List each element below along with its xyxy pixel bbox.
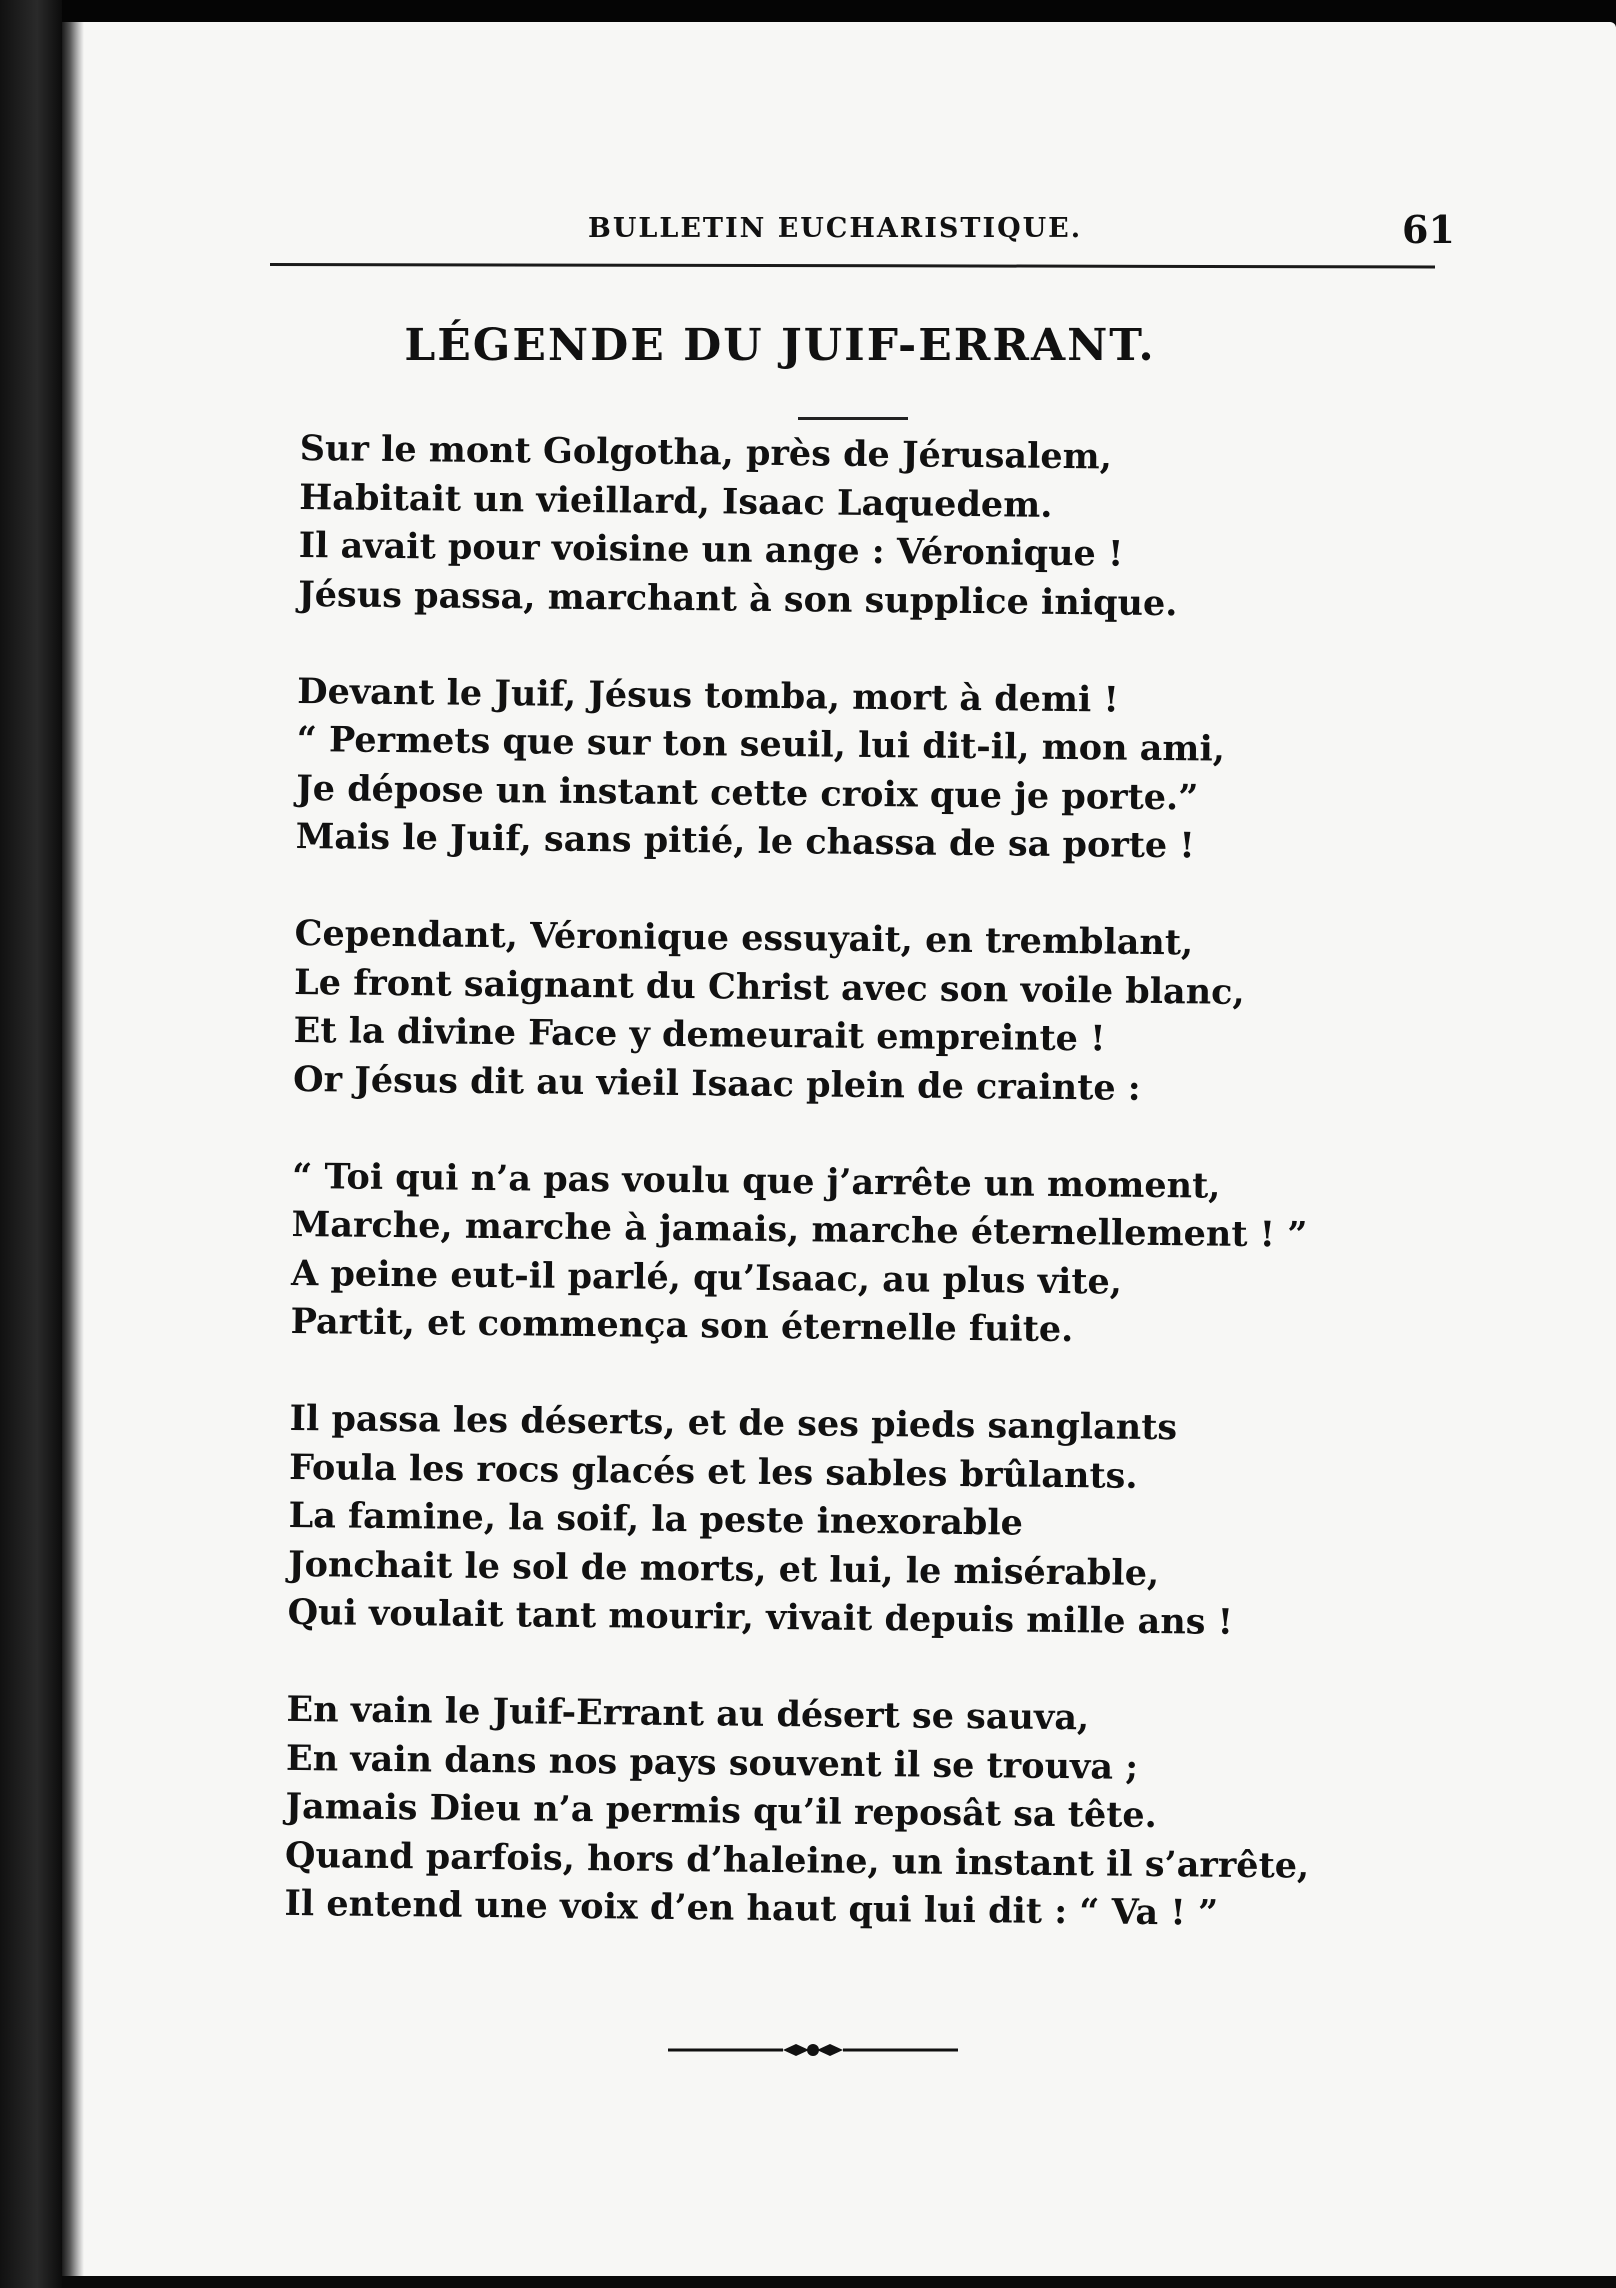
verse-line: Habitait un vieillard, Isaac Laquedem. xyxy=(299,476,1053,526)
verse-line: En vain dans nos pays souvent il se trouva ; xyxy=(285,1737,1139,1788)
stanza-5 xyxy=(287,1395,1349,1649)
verse-line: Jésus passa, marchant à son supplice inique. xyxy=(298,573,1178,624)
verse-line: Sur le mont Golgotha, près de Jérusalem, xyxy=(299,427,1113,478)
verse-line: Cependant, Véronique essuyait, en tremblant, xyxy=(294,912,1194,964)
verse-line: A peine eut-il parlé, qu’Isaac, au plus vite, xyxy=(290,1252,1123,1303)
verse-line: Jonchait le sol de morts, et lui, le misérable, xyxy=(287,1543,1160,1594)
verse-line: Je dépose un instant cette croix que je porte.” xyxy=(295,767,1199,818)
page-number: 61 xyxy=(1402,207,1455,252)
verse-line: Il passa les déserts, et de ses pieds sanglants xyxy=(289,1397,1178,1449)
verse-line: Quand parfois, hors d’haleine, un instant il s’arrête, xyxy=(284,1834,1310,1887)
end-ornament xyxy=(668,2035,958,2065)
verse-line: Et la divine Face y demeurait empreinte ! xyxy=(293,1009,1106,1060)
binding-shadow xyxy=(62,22,84,2276)
verse-line: En vain le Juif-Errant au désert se sauva, xyxy=(286,1688,1090,1739)
scan-left-border xyxy=(0,0,62,2288)
verse-line: Foula les rocs glacés et les sables brûlants. xyxy=(288,1446,1138,1497)
verse-line: Partit, et commença son éternelle fuite. xyxy=(290,1300,1074,1351)
verse-line: La famine, la soif, la peste inexorable xyxy=(288,1494,1024,1544)
running-head: BULLETIN EUCHARISTIQUE. xyxy=(588,213,1083,244)
verse-line: “ Permets que sur ton seuil, lui dit-il, mon ami, xyxy=(296,718,1226,770)
poem-body xyxy=(284,425,1360,1940)
title-rule xyxy=(798,417,908,420)
poem-title: LÉGENDE DU JUIF-ERRANT. xyxy=(404,320,1156,371)
verse-line: Il entend une voix d’en haut qui lui dit : “ Va ! ” xyxy=(284,1882,1219,1934)
verse-line: Le front saignant du Christ avec son voile blanc, xyxy=(293,961,1245,1013)
stanza-1 xyxy=(298,425,1360,630)
verse-line: Mais le Juif, sans pitié, le chassa de sa porte ! xyxy=(295,815,1195,867)
stanza-2 xyxy=(295,667,1357,872)
verse-line: Jamais Dieu n’a permis qu’il reposât sa tête. xyxy=(285,1785,1158,1837)
verse-line: Or Jésus dit au vieil Isaac plein de crainte : xyxy=(292,1058,1141,1109)
verse-line: Marche, marche à jamais, marche éternellement ! ” xyxy=(291,1203,1308,1256)
stanza-3 xyxy=(293,910,1355,1115)
stanza-4 xyxy=(290,1152,1352,1357)
verse-line: “ Toi qui n’a pas voulu que j’arrête un moment, xyxy=(291,1155,1221,1207)
page-header xyxy=(270,205,1455,265)
verse-line: Devant le Juif, Jésus tomba, mort à demi ! xyxy=(296,670,1120,721)
stanza-6 xyxy=(284,1686,1346,1940)
verse-line: Il avait pour voisine un ange : Véronique ! xyxy=(298,524,1124,575)
verse-line: Qui voulait tant mourir, vivait depuis mille ans ! xyxy=(287,1591,1234,1643)
